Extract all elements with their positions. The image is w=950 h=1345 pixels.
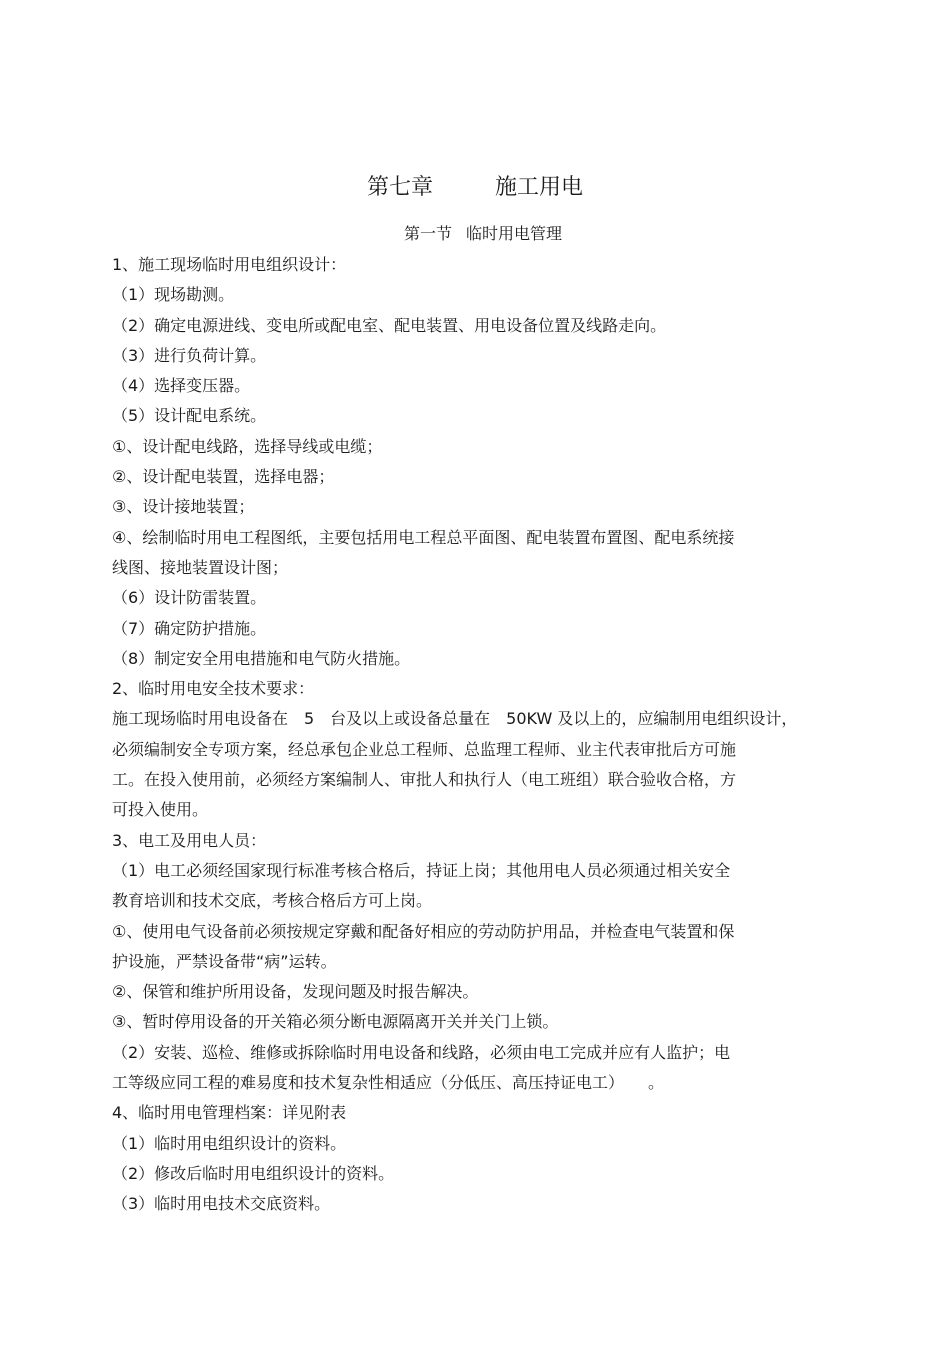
text-line: ③、设计接地装置；: [112, 497, 255, 517]
text-line: （2）确定电源进线、变电所或配电室、配电装置、用电设备位置及线路走向。: [112, 315, 667, 335]
text-line: ②、保管和维护所用设备，发现问题及时报告解决。: [112, 982, 479, 1002]
text-line: （8）制定安全用电措施和电气防火措施。: [112, 648, 411, 668]
section-name: 临时用电管理: [466, 224, 563, 243]
text-line: （4）选择变压器。: [112, 376, 251, 396]
text-line: ①、设计配电线路，选择导线或电缆；: [112, 436, 383, 456]
text-line: （1）现场勘测。: [112, 285, 235, 305]
text-line: 必须编制安全专项方案，经总承包企业总工程师、总监理工程师、业主代表审批后方可施: [112, 739, 737, 759]
text-line: 3、电工及用电人员：: [112, 830, 267, 850]
body-text: [112, 250, 872, 1220]
text-line: ③、暂时停用设备的开关箱必须分断电源隔离开关并关门上锁。: [112, 1012, 559, 1032]
text-line: （2）安装、巡检、维修或拆除临时用电设备和线路，必须由电工完成并应有人监护；电: [112, 1042, 731, 1062]
text-line: ①、使用电气设备前必须按规定穿戴和配备好相应的劳动防护用品，并检查电气装置和保: [112, 921, 735, 941]
text-line: （3）临时用电技术交底资料。: [112, 1194, 331, 1214]
section-title: [0, 221, 950, 247]
text-line: 线图、接地装置设计图；: [112, 557, 289, 577]
text-line: ④、绘制临时用电工程图纸，主要包括用电工程总平面图、配电装置布置图、配电系统接: [112, 527, 735, 547]
chapter-title: [0, 172, 950, 204]
text-line: 工等级应同工程的难易度和技术复杂性相适应（分低压、高压持证电工） 。: [112, 1073, 665, 1093]
chapter-number: 第七章: [366, 175, 433, 200]
text-line: ②、设计配电装置，选择电器；: [112, 467, 335, 487]
text-line: （1）电工必须经国家现行标准考核合格后，持证上岗；其他用电人员必须通过相关安全: [112, 860, 731, 880]
text-line: 可投入使用。: [112, 800, 209, 820]
text-line: （1）临时用电组织设计的资料。: [112, 1133, 347, 1153]
text-line: 教育培训和技术交底，考核合格后方可上岗。: [112, 891, 433, 911]
text-line: 1、施工现场临时用电组织设计：: [112, 255, 347, 274]
text-line: （3）进行负荷计算。: [112, 345, 267, 365]
text-line: 施工现场临时用电设备在 5 台及以上或设备总量在 50KW 及以上的，应编制用电组织设计，: [112, 709, 798, 729]
text-line: 护设施，严禁设备带“病”运转。: [112, 951, 337, 971]
chapter-name: 施工用电: [495, 175, 584, 200]
text-line: （7）确定防护措施。: [112, 618, 267, 638]
text-line: 4、临时用电管理档案：详见附表: [112, 1103, 347, 1123]
text-line: （6）设计防雷装置。: [112, 588, 267, 608]
text-line: 2、临时用电安全技术要求：: [112, 679, 315, 699]
text-line: 工。在投入使用前，必须经方案编制人、审批人和执行人（电工班组）联合验收合格，方: [112, 770, 737, 790]
section-number: 第一节: [403, 224, 452, 243]
text-line: （5）设计配电系统。: [112, 406, 267, 426]
text-line: （2）修改后临时用电组织设计的资料。: [112, 1163, 395, 1183]
